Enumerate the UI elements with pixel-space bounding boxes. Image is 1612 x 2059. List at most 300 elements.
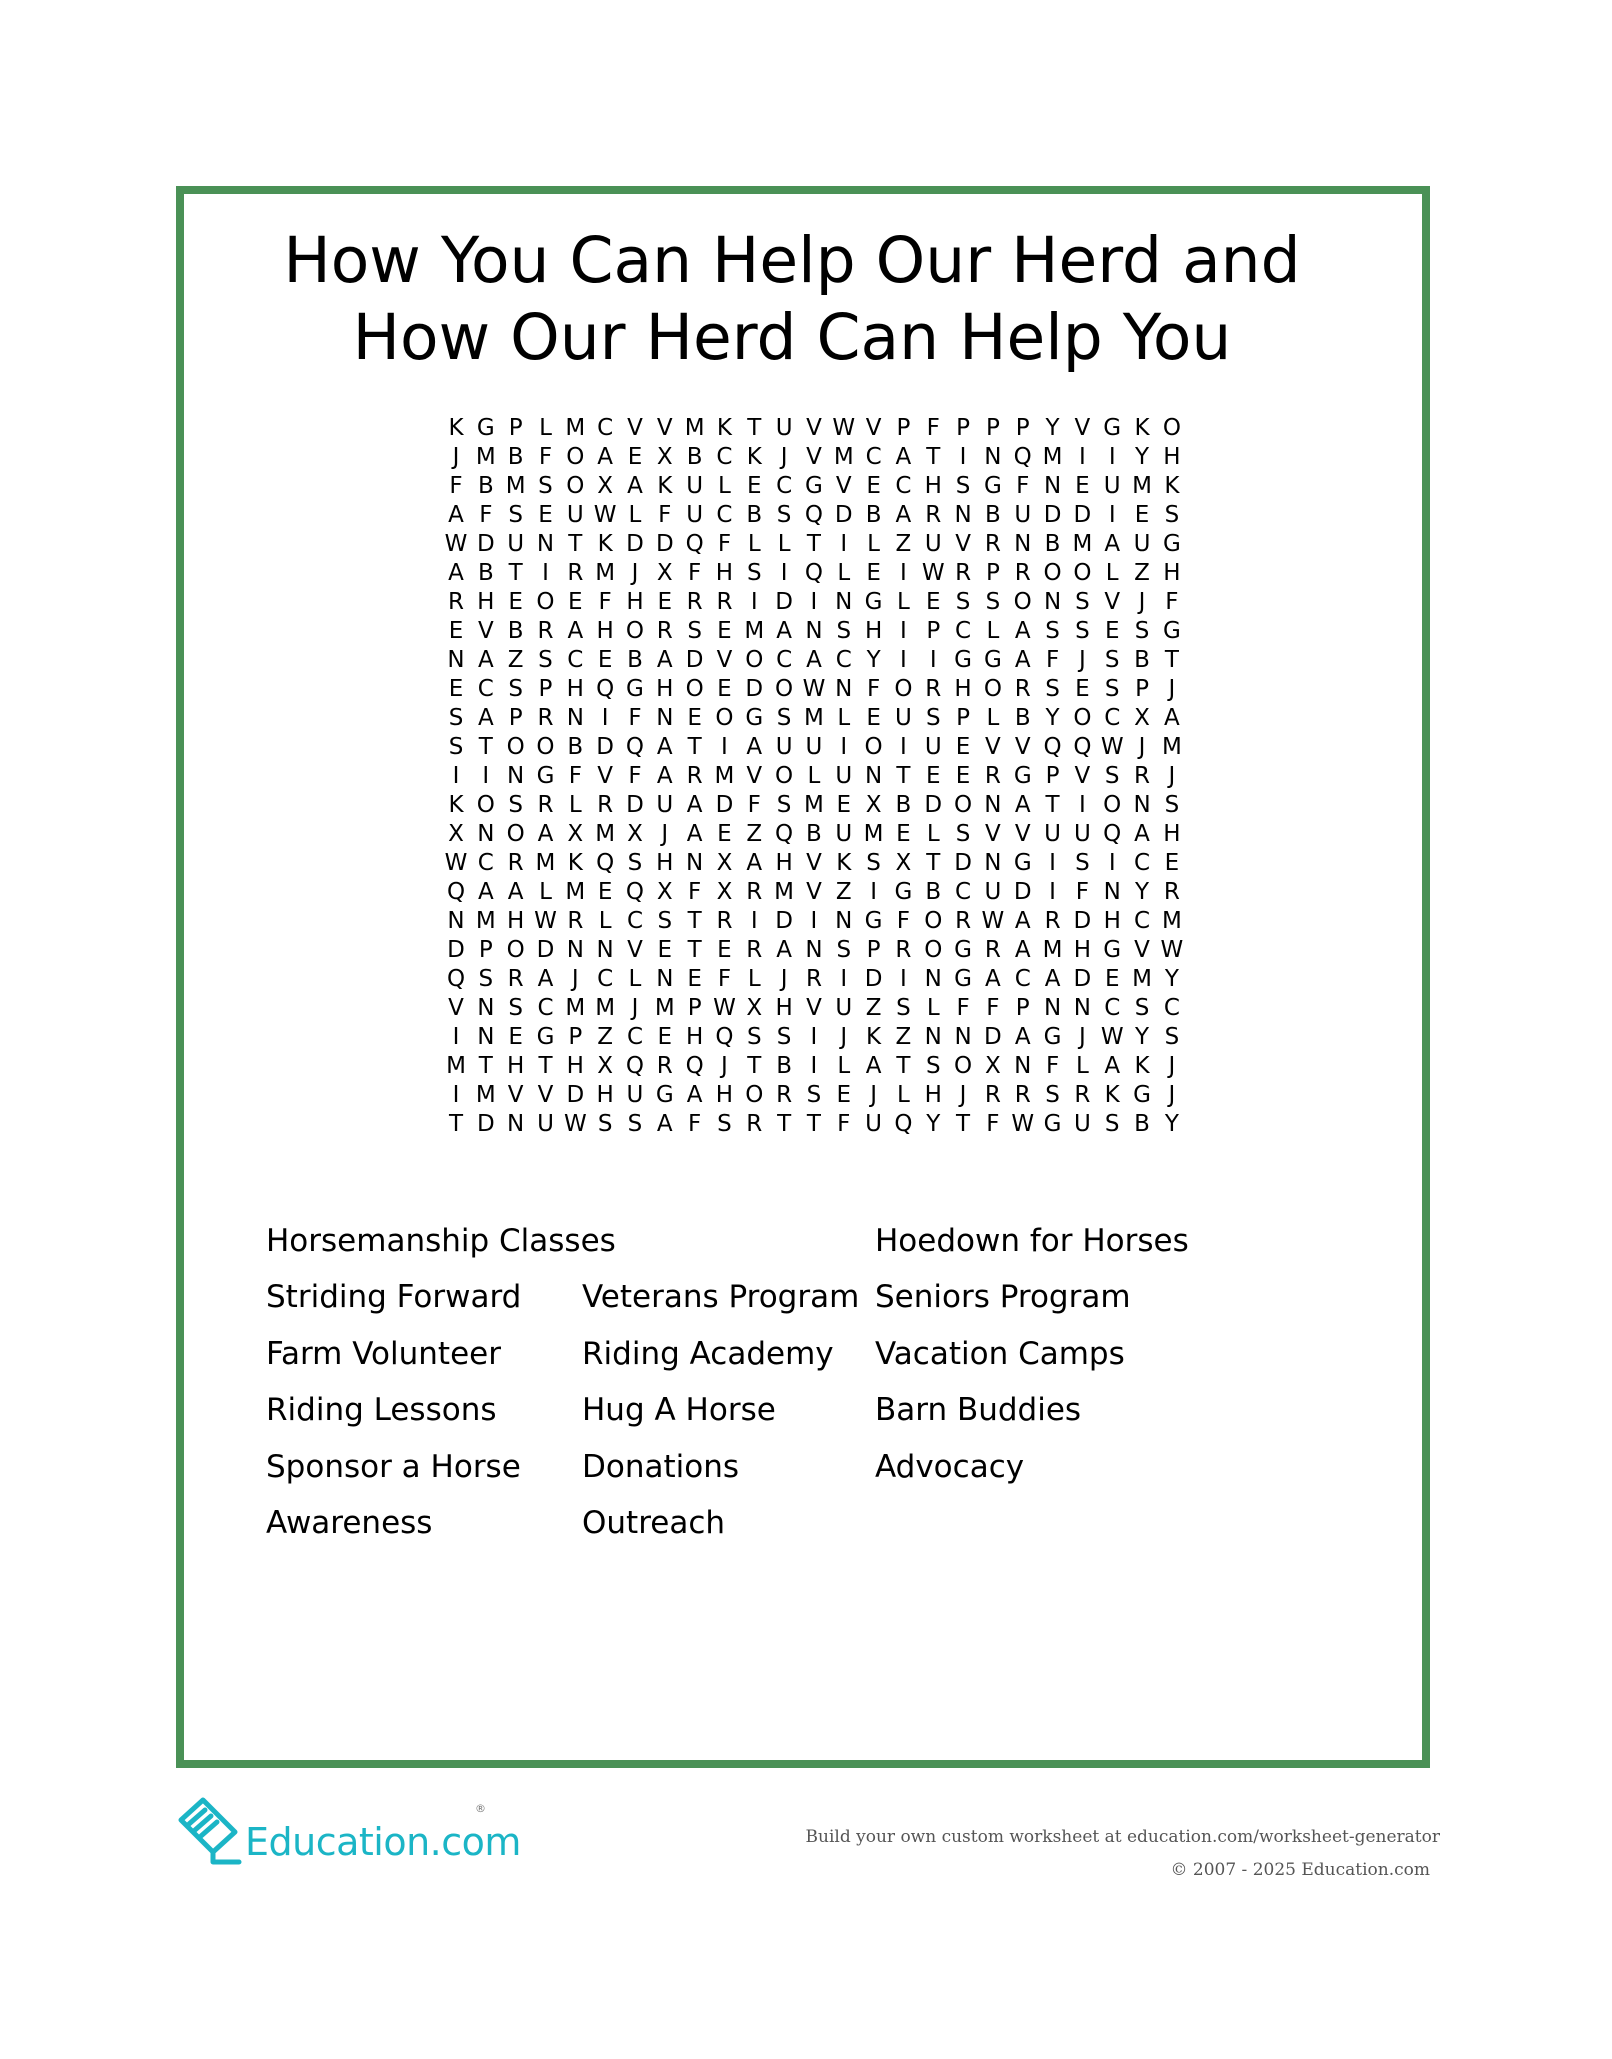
grid-letter: A [477,647,494,673]
grid-letter: E [896,821,911,847]
grid-letter: M [1072,531,1093,557]
grid-letter: E [717,618,732,644]
grid-letter: Z [746,821,763,847]
grid-letter: P [508,705,523,731]
grid-letter: N [656,966,674,992]
grid-letter: V [1074,763,1091,789]
grid-letter: V [985,821,1001,847]
grid-letter: N [656,705,674,731]
grid-letter: V [806,850,822,876]
grid-letter: M [804,792,824,818]
grid-letter: D [476,1111,495,1137]
grid-letter: I [452,763,460,789]
grid-letter: U [656,792,674,818]
grid-letter: N [507,763,525,789]
grid-letter: I [900,734,907,760]
grid-letter: B [507,444,524,470]
grid-letter: F [986,995,1000,1021]
grid-letter: I [900,966,907,992]
grid-letter: X [448,821,464,847]
grid-letter: T [687,734,702,760]
grid-letter: B [686,444,703,470]
grid-letter: M [1042,444,1063,470]
grid-letter: U [775,734,793,760]
grid-letter: F [1016,473,1030,499]
grid-letter: E [508,1024,523,1050]
grid-letter: I [1108,444,1116,470]
grid-letter: U [775,415,793,441]
grid-letter: R [716,908,733,934]
grid-letter: H [1163,560,1181,586]
word-list-item: Hoedown for Horses [875,1223,1189,1259]
grid-letter: F [1045,1053,1060,1079]
grid-letter: F [568,763,582,789]
grid-letter: N [686,850,704,876]
grid-letter: A [1014,937,1031,963]
grid-letter: E [1134,502,1150,528]
grid-letter: Z [597,1024,614,1050]
grid-letter: O [625,618,645,644]
grid-letter: L [628,966,642,992]
grid-letter: A [597,444,613,470]
grid-letter: M [1132,473,1152,499]
grid-letter: R [746,1111,763,1137]
grid-letter: T [747,415,762,441]
grid-letter: C [865,444,882,470]
grid-letter: W [534,908,557,934]
grid-letter: D [1013,879,1032,905]
grid-row [444,936,1184,965]
grid-row [444,501,1184,530]
grid-letter: G [745,705,764,731]
grid-letter: D [984,1024,1002,1050]
grid-letter: S [508,792,523,818]
grid-letter: P [538,676,553,702]
grid-letter: P [1135,676,1149,702]
grid-letter: U [537,1111,554,1137]
grid-row [444,791,1184,820]
grid-letter: E [717,937,732,963]
grid-letter: A [656,763,673,789]
grid-row [444,704,1184,733]
grid-row [444,965,1184,994]
grid-letter: X [716,850,733,876]
grid-letter: V [656,415,673,441]
grid-letter: S [1134,995,1150,1021]
grid-letter: N [1014,1053,1032,1079]
grid-letter: U [1014,502,1032,528]
grid-letter: L [986,705,1000,731]
grid-letter: B [477,473,494,499]
grid-letter: O [685,676,704,702]
grid-letter: V [537,1082,554,1108]
grid-letter: E [657,1024,673,1050]
grid-letter: A [656,734,673,760]
grid-letter: X [656,444,673,470]
grid-letter: C [895,473,912,499]
grid-letter: Q [894,1111,913,1137]
grid-row [444,414,1184,443]
grid-letter: F [628,763,642,789]
grid-letter: D [536,937,555,963]
grid-letter: L [568,792,582,818]
grid-letter: A [686,792,703,818]
grid-letter: M [863,821,884,847]
grid-letter: L [1105,560,1119,586]
grid-letter: D [1043,502,1062,528]
grid-letter: N [447,647,465,673]
grid-letter: U [835,995,853,1021]
grid-letter: C [477,850,494,876]
grid-letter: O [1073,705,1092,731]
grid-letter: E [836,1082,852,1108]
grid-letter: H [775,850,793,876]
grid-letter: B [1044,531,1061,557]
grid-letter: E [448,618,464,644]
grid-letter: L [777,531,791,557]
grid-letter: L [897,589,910,615]
grid-letter: R [686,589,703,615]
word-list-item: Vacation Camps [875,1335,1125,1372]
grid-letter: F [926,415,940,441]
grid-letter: O [983,676,1002,702]
grid-letter: D [1073,908,1092,934]
grid-letter: A [895,502,912,528]
grid-letter: O [506,734,525,760]
grid-letter: H [566,1053,584,1079]
grid-letter: S [925,705,941,731]
grid-letter: V [955,531,971,557]
grid-letter: A [1104,531,1121,557]
grid-letter: I [750,908,758,934]
grid-letter: R [1014,676,1031,702]
grid-letter: H [864,618,883,644]
grid-letter: K [597,531,613,557]
grid-letter: Y [1164,1111,1179,1137]
grid-letter: L [1075,1053,1089,1079]
grid-letter: L [867,531,880,557]
grid-letter: K [657,473,673,499]
grid-letter: R [1014,1082,1031,1108]
grid-letter: X [656,560,673,586]
grid-letter: C [1134,908,1151,934]
grid-letter: W [563,1111,587,1137]
grid-letter: K [448,415,464,441]
grid-letter: D [1073,966,1092,992]
grid-letter: R [656,618,673,644]
grid-letter: B [806,821,822,847]
grid-letter: R [537,705,554,731]
grid-letter: F [658,502,672,528]
grid-letter: F [628,705,642,731]
grid-letter: R [1074,1082,1091,1108]
grid-letter: X [627,821,643,847]
grid-letter: O [1013,589,1032,615]
grid-letter: S [1045,1082,1060,1108]
grid-letter: S [538,473,553,499]
grid-letter: E [657,589,673,615]
grid-letter: E [657,937,673,963]
grid-letter: O [1103,792,1122,818]
grid-letter: J [1168,1053,1176,1079]
grid-letter: I [1108,502,1116,528]
grid-letter: U [686,473,704,499]
grid-letter: A [686,1082,703,1108]
grid-letter: C [1134,850,1151,876]
grid-letter: B [507,618,524,644]
grid-letter: H [924,1082,942,1108]
grid-letter: E [597,647,613,673]
grid-letter: G [1133,1082,1151,1108]
grid-letter: H [1163,444,1181,470]
grid-letter: R [776,1082,793,1108]
grid-letter: Y [1135,1024,1150,1050]
grid-letter: N [566,705,584,731]
word-list-item: Donations [582,1448,740,1485]
grid-letter: V [985,734,1001,760]
grid-letter: T [777,1111,792,1137]
grid-letter: Q [775,821,794,847]
grid-letter: T [1045,792,1060,818]
grid-letter: D [715,792,734,818]
grid-letter: L [837,560,851,586]
grid-letter: V [806,995,822,1021]
grid-letter: R [925,676,942,702]
grid-letter: K [1134,415,1150,441]
grid-letter: E [717,676,732,702]
grid-letter: V [746,763,763,789]
grid-letter: E [1164,850,1180,876]
grid-letter: G [536,763,555,789]
grid-letter: T [478,734,493,760]
grid-letter: D [775,908,793,934]
grid-letter: O [506,937,525,963]
grid-letter: N [596,937,614,963]
grid-row [444,646,1184,675]
grid-letter: I [929,647,937,673]
grid-letter: I [721,734,728,760]
grid-letter: M [684,415,705,441]
registered-mark: ® [475,1802,486,1815]
grid-letter: B [776,1053,792,1079]
grid-letter: C [716,444,733,470]
grid-letter: O [1162,415,1181,441]
grid-letter: I [1078,444,1086,470]
grid-letter: J [1078,1024,1086,1050]
grid-letter: M [1132,966,1152,992]
word-list-item: Veterans Program [582,1279,860,1316]
grid-letter: O [715,705,734,731]
grid-letter: R [448,589,464,615]
grid-letter: N [805,937,823,963]
grid-letter: D [745,676,764,702]
grid-letter: K [716,415,732,441]
grid-letter: S [866,850,881,876]
grid-letter: W [832,415,856,441]
grid-letter: X [656,879,673,905]
grid-letter: Q [446,879,466,905]
grid-letter: F [449,473,463,499]
grid-row [444,878,1184,907]
grid-letter: T [448,1111,464,1137]
grid-letter: R [1014,560,1031,586]
grid-letter: L [837,705,851,731]
grid-letter: M [1161,734,1182,760]
grid-letter: O [506,821,525,847]
grid-letter: P [956,415,971,441]
grid-letter: P [478,937,493,963]
grid-row [444,443,1184,472]
grid-letter: C [716,502,733,528]
grid-letter: A [507,879,524,905]
grid-letter: A [686,821,703,847]
footer-build-link[interactable]: Build your own custom worksheet at education.com/worksheet-generator [805,1827,1440,1847]
grid-letter: E [1075,676,1090,702]
grid-letter: C [835,647,852,673]
grid-letter: P [568,1024,583,1050]
grid-letter: B [567,734,584,760]
grid-letter: V [627,415,643,441]
grid-letter: X [865,792,882,818]
grid-letter: Q [596,850,615,876]
grid-letter: S [1164,502,1180,528]
grid-letter: J [1138,734,1146,760]
grid-letter: O [1073,560,1092,586]
grid-letter: C [626,908,643,934]
grid-letter: L [897,1082,910,1108]
grid-letter: A [776,618,792,644]
grid-letter: G [1103,937,1122,963]
grid-letter: H [715,560,734,586]
grid-letter: P [926,618,941,644]
grid-letter: X [716,879,733,905]
grid-letter: V [835,473,852,499]
grid-letter: M [446,1053,466,1079]
grid-letter: N [1073,995,1091,1021]
grid-letter: G [1162,618,1181,644]
grid-letter: D [834,502,853,528]
grid-letter: A [985,966,1001,992]
grid-letter: S [776,792,792,818]
grid-letter: R [955,908,972,934]
grid-letter: M [774,879,795,905]
grid-letter: B [1134,647,1150,673]
grid-letter: J [1168,676,1176,702]
education-logo[interactable] [173,1796,521,1866]
grid-letter: I [810,1024,818,1050]
grid-letter: S [1104,1111,1120,1137]
grid-letter: K [866,1024,882,1050]
grid-letter: H [775,995,793,1021]
grid-letter: T [747,1053,762,1079]
grid-letter: T [538,1053,553,1079]
grid-letter: A [477,879,494,905]
grid-letter: R [984,763,1001,789]
grid-letter: S [508,995,523,1021]
grid-letter: E [627,444,643,470]
grid-letter: S [955,589,971,615]
grid-letter: S [1104,647,1120,673]
grid-letter: W [713,995,736,1021]
grid-letter: Z [895,531,912,557]
grid-letter: H [596,618,614,644]
grid-letter: A [537,966,554,992]
grid-letter: U [686,502,704,528]
grid-letter: C [776,647,793,673]
grid-letter: A [746,850,763,876]
grid-letter: M [475,908,496,934]
grid-letter: L [539,415,552,441]
grid-letter: T [1164,647,1179,673]
word-list-item: Outreach [582,1504,726,1541]
grid-letter: P [508,415,523,441]
grid-letter: H [715,1082,734,1108]
grid-letter: N [835,676,853,702]
grid-letter: E [836,792,852,818]
grid-letter: T [806,1111,821,1137]
grid-letter: N [1133,792,1151,818]
grid-letter: U [865,1111,883,1137]
grid-letter: E [866,473,881,499]
grid-letter: F [896,908,911,934]
grid-letter: G [894,879,913,905]
word-search-grid [444,414,1184,1139]
grid-letter: J [1168,1082,1176,1108]
grid-letter: I [452,1024,460,1050]
grid-letter: G [476,415,495,441]
grid-letter: T [956,1111,971,1137]
grid-letter: L [747,531,761,557]
grid-letter: Q [596,676,615,702]
grid-row [444,1052,1184,1081]
grid-letter: V [507,1082,524,1108]
grid-letter: B [477,560,494,586]
grid-letter: O [476,792,495,818]
grid-letter: N [1014,531,1032,557]
grid-letter: V [806,415,822,441]
grid-letter: I [900,618,907,644]
grid-letter: U [626,1082,644,1108]
grid-letter: S [478,966,494,992]
grid-letter: S [448,705,464,731]
grid-letter: O [536,589,555,615]
grid-letter: F [479,502,493,528]
grid-row [444,675,1184,704]
grid-letter: A [746,734,763,760]
worksheet-title [176,222,1408,376]
grid-row [444,849,1184,878]
grid-letter: V [448,995,464,1021]
grid-letter: I [810,908,818,934]
grid-letter: Z [865,995,882,1021]
grid-letter: A [477,705,494,731]
grid-letter: W [981,908,1005,934]
grid-letter: P [896,415,911,441]
grid-letter: I [900,647,907,673]
grid-letter: B [925,879,942,905]
grid-letter: I [959,444,967,470]
grid-letter: N [954,502,972,528]
grid-letter: D [954,850,972,876]
grid-letter: P [956,705,971,731]
grid-letter: T [687,908,702,934]
grid-letter: C [1163,995,1180,1021]
grid-letter: G [536,1024,555,1050]
grid-letter: M [565,995,586,1021]
grid-letter: S [1075,850,1090,876]
grid-letter: H [1103,908,1121,934]
grid-letter: A [895,444,912,470]
